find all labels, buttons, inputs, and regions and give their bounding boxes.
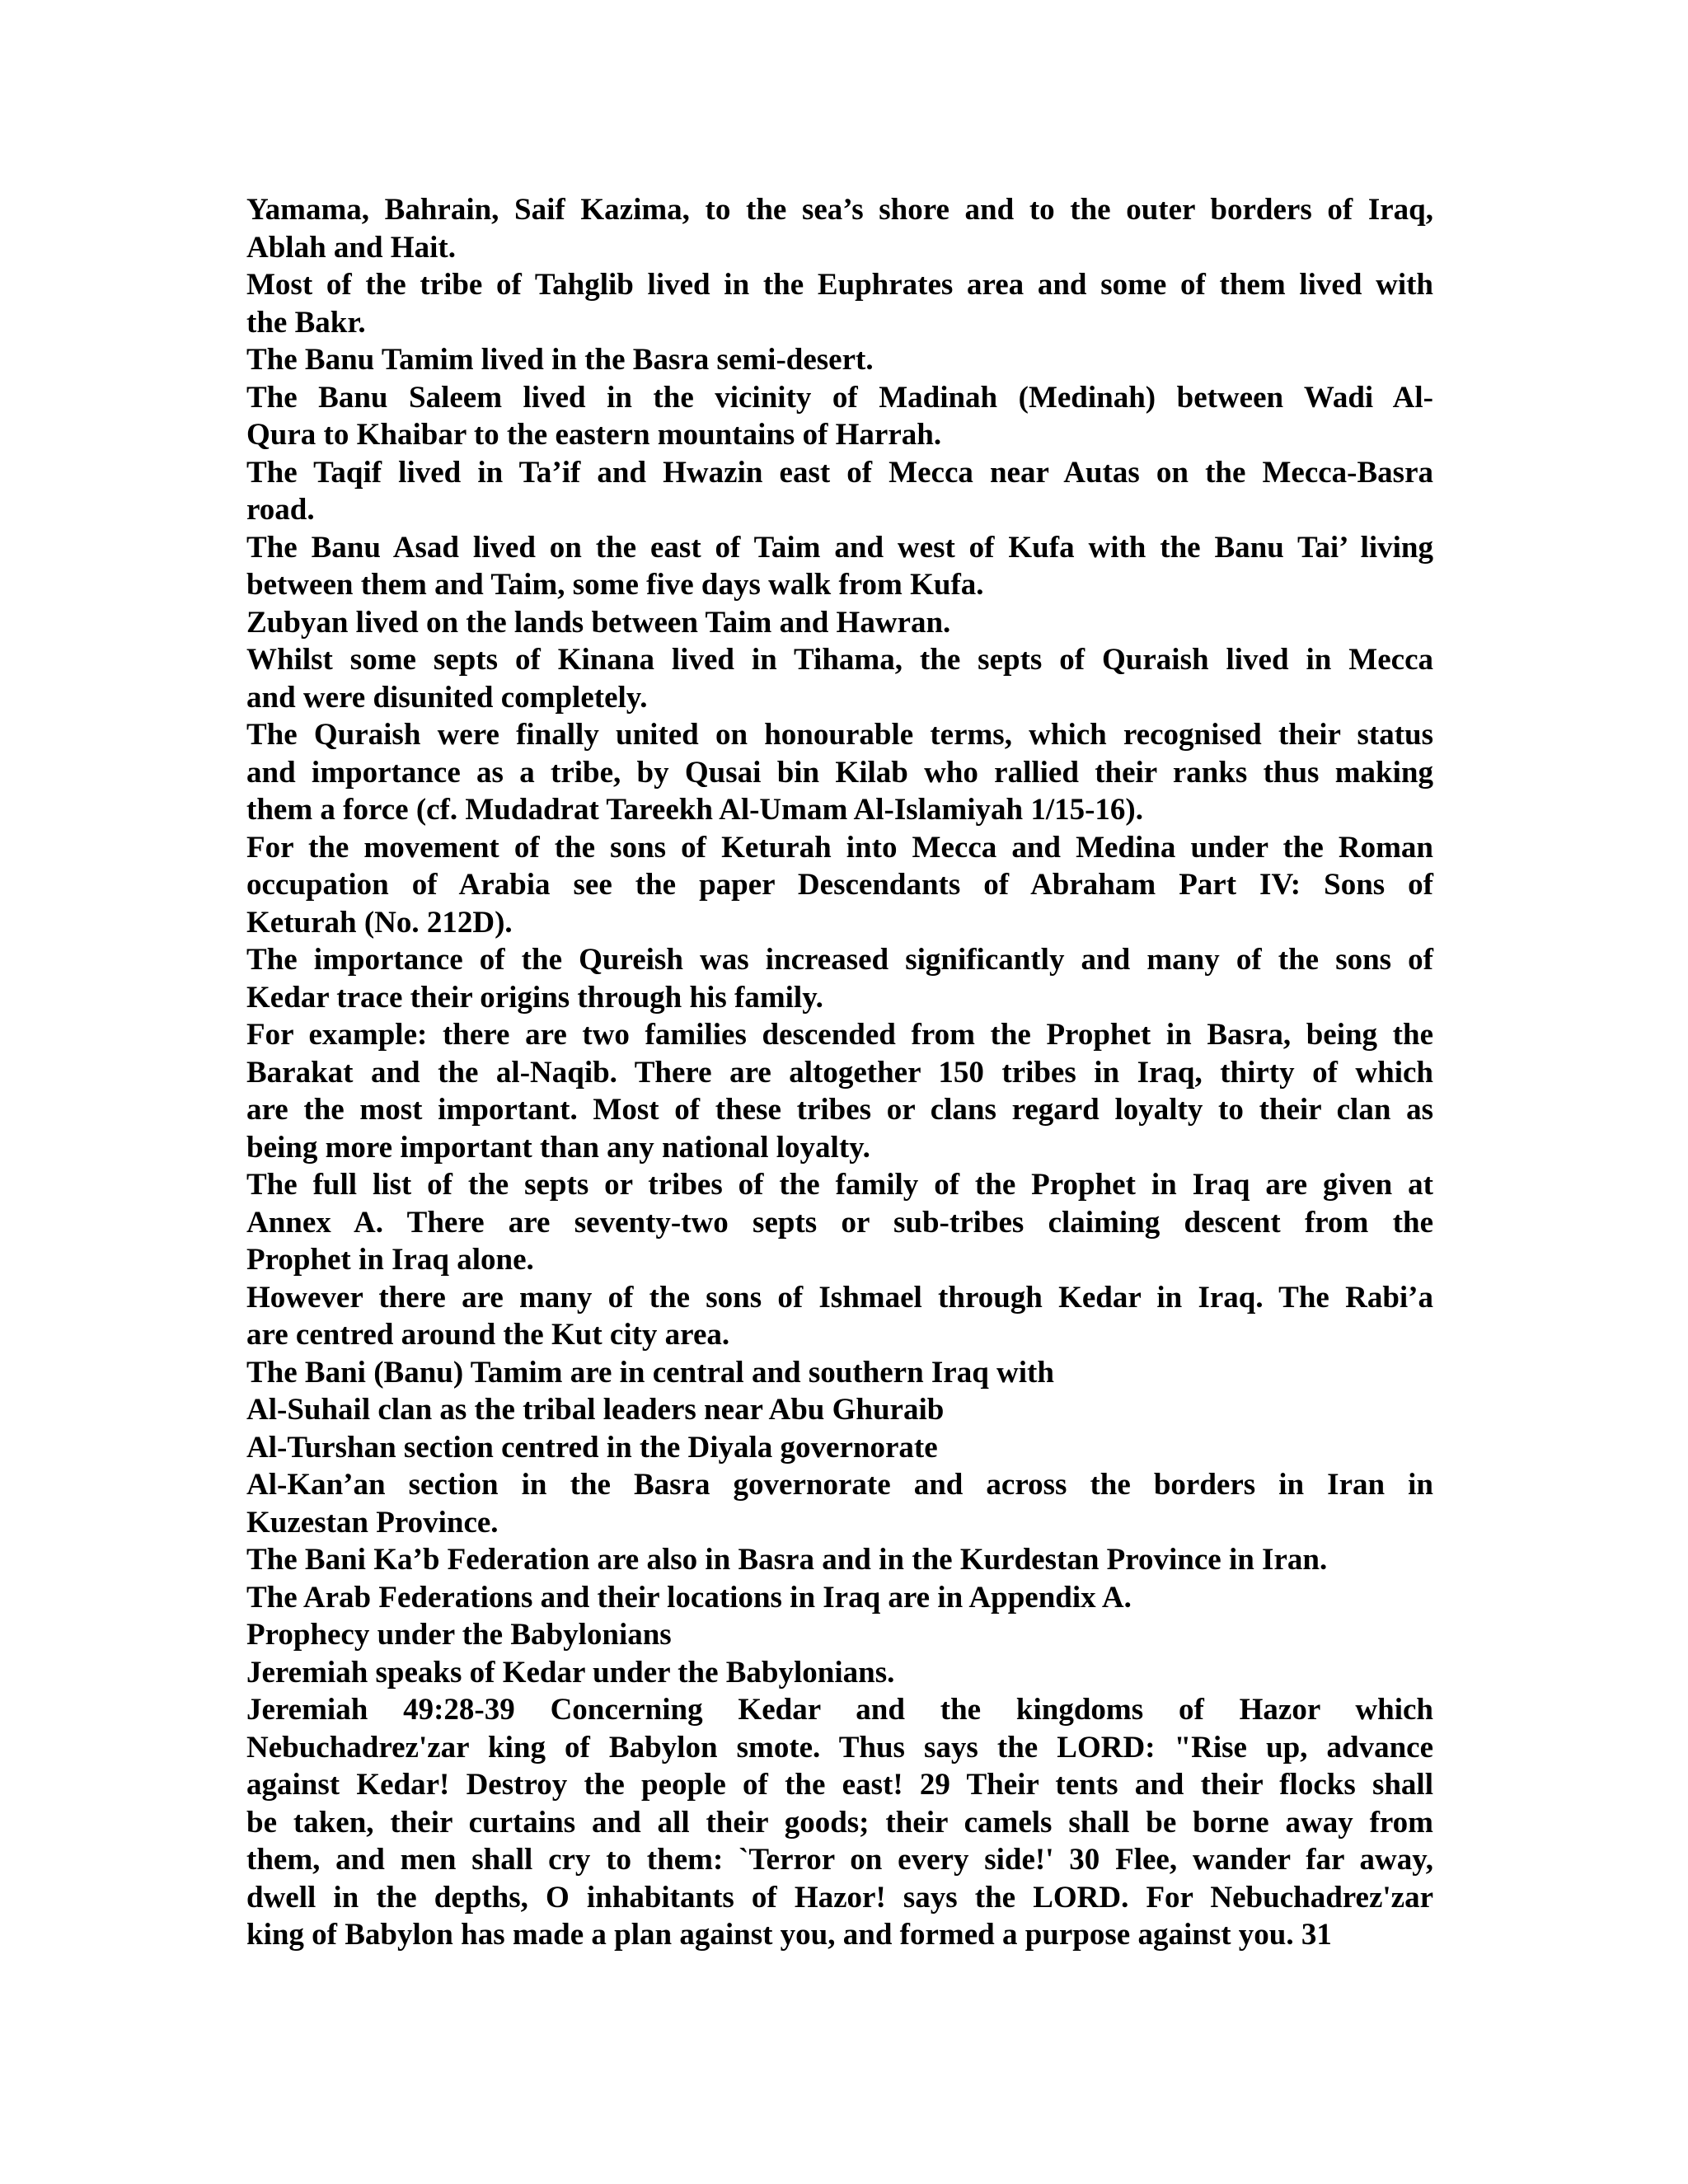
paragraph (246, 1691, 1433, 1954)
text-line: them, and men shall cry to them: `Terror on every side!' 30 Flee, wander far away, (246, 1843, 1433, 1877)
text-line: are the most important. Most of these tribes or clans regard loyalty to their clan as (246, 1093, 1433, 1127)
paragraph (246, 1579, 1433, 1617)
paragraph (246, 604, 1433, 642)
text-line: are centred around the Kut city area. (246, 1318, 730, 1352)
text-line: Keturah (No. 212D). (246, 905, 513, 940)
text-line: being more important than any national loyalty. (246, 1130, 870, 1165)
text-line: road. (246, 493, 315, 527)
text-line: Whilst some septs of Kinana lived in Tihama, the septs of Quraish lived in Mecca (246, 643, 1433, 677)
text-line: For example: there are two families descended from the Prophet in Basra, being the (246, 1018, 1433, 1052)
text-line: Al-Kan’an section in the Basra governorate and across the borders in Iran in (246, 1468, 1433, 1502)
paragraph (246, 379, 1433, 454)
text-line: The Banu Tamim lived in the Basra semi-desert. (246, 343, 874, 377)
text-line: Most of the tribe of Tahglib lived in the Euphrates area and some of them lived with (246, 268, 1433, 302)
paragraph (246, 341, 1433, 379)
text-line: Kuzestan Province. (246, 1505, 499, 1540)
paragraph (246, 191, 1433, 266)
text-line: Prophet in Iraq alone. (246, 1243, 534, 1277)
text-line: The importance of the Qureish was increased significantly and many of the sons of (246, 943, 1433, 977)
document-page (246, 191, 1433, 1954)
paragraph (246, 716, 1433, 829)
text-line: Annex A. There are seventy-two septs or sub-tribes claiming descent from the (246, 1205, 1433, 1240)
paragraph (246, 1654, 1433, 1692)
text-line: The Banu Saleem lived in the vicinity of Madinah (Medinah) between Wadi Al- (246, 380, 1433, 415)
text-line: and were disunited completely. (246, 680, 648, 715)
text-line: Yamama, Bahrain, Saif Kazima, to the sea’s shore and to the outer borders of Iraq, (246, 193, 1433, 227)
text-line: The Bani (Banu) Tamim are in central and southern Iraq with (246, 1355, 1054, 1390)
text-line: Ablah and Hait. (246, 230, 456, 265)
paragraph (246, 1429, 1433, 1467)
paragraph (246, 1166, 1433, 1279)
text-line: dwell in the depths, O inhabitants of Hazor! says the LORD. For Nebuchadrez'zar (246, 1880, 1433, 1915)
text-line: Al-Turshan section centred in the Diyala governorate (246, 1430, 938, 1465)
text-line: against Kedar! Destroy the people of the east! 29 Their tents and their flocks shall (246, 1768, 1433, 1802)
text-line: be taken, their curtains and all their goods; their camels shall be borne away from (246, 1805, 1433, 1840)
text-line: occupation of Arabia see the paper Descendants of Abraham Part IV: Sons of (246, 868, 1433, 902)
paragraph (246, 1016, 1433, 1166)
text-line: Al-Suhail clan as the tribal leaders near Abu Ghuraib (246, 1393, 945, 1427)
text-line: Barakat and the al-Naqib. There are altogether 150 tribes in Iraq, thirty of which (246, 1055, 1433, 1090)
paragraph (246, 454, 1433, 529)
text-line: The full list of the septs or tribes of the family of the Prophet in Iraq are given at (246, 1168, 1433, 1202)
text-line: Kedar trace their origins through his family. (246, 980, 823, 1015)
text-line: Zubyan lived on the lands between Taim and Hawran. (246, 605, 951, 640)
paragraph (246, 1391, 1433, 1429)
text-line: The Bani Ka’b Federation are also in Basra and in the Kurdestan Province in Iran. (246, 1543, 1328, 1577)
text-line: between them and Taim, some five days walk from Kufa. (246, 568, 984, 602)
paragraph (246, 529, 1433, 604)
text-line: them a force (cf. Mudadrat Tareekh Al-Umam Al-Islamiyah 1/15-16). (246, 793, 1143, 827)
paragraph (246, 641, 1433, 716)
paragraph (246, 941, 1433, 1016)
text-line: The Quraish were finally united on honourable terms, which recognised their status (246, 718, 1433, 752)
paragraph (246, 1354, 1433, 1392)
text-line: For the movement of the sons of Keturah into Mecca and Medina under the Roman (246, 830, 1433, 865)
text-line: Qura to Khaibar to the eastern mountains of Harrah. (246, 418, 942, 452)
text-line: However there are many of the sons of Ishmael through Kedar in Iraq. The Rabi’a (246, 1280, 1433, 1315)
paragraph (246, 266, 1433, 341)
text-line: The Banu Asad lived on the east of Taim and west of Kufa with the Banu Tai’ living (246, 530, 1433, 565)
paragraph (246, 1616, 1433, 1654)
paragraph (246, 1541, 1433, 1579)
paragraph (246, 1466, 1433, 1541)
text-line: king of Babylon has made a plan against you, and formed a purpose against you. 31 (246, 1918, 1332, 1952)
paragraph (246, 829, 1433, 942)
text-line: the Bakr. (246, 305, 366, 340)
text-line: Jeremiah speaks of Kedar under the Babylonians. (246, 1655, 895, 1690)
text-line: Nebuchadrez'zar king of Babylon smote. Thus says the LORD: "Rise up, advance (246, 1730, 1433, 1765)
text-line: The Arab Federations and their locations in Iraq are in Appendix A. (246, 1580, 1132, 1615)
text-line: The Taqif lived in Ta’if and Hwazin east of Mecca near Autas on the Mecca-Basra (246, 455, 1433, 490)
text-line: Jeremiah 49:28-39 Concerning Kedar and the kingdoms of Hazor which (246, 1693, 1433, 1727)
text-line: Prophecy under the Babylonians (246, 1618, 672, 1652)
text-line: and importance as a tribe, by Qusai bin Kilab who rallied their ranks thus making (246, 755, 1433, 790)
paragraph (246, 1279, 1433, 1354)
